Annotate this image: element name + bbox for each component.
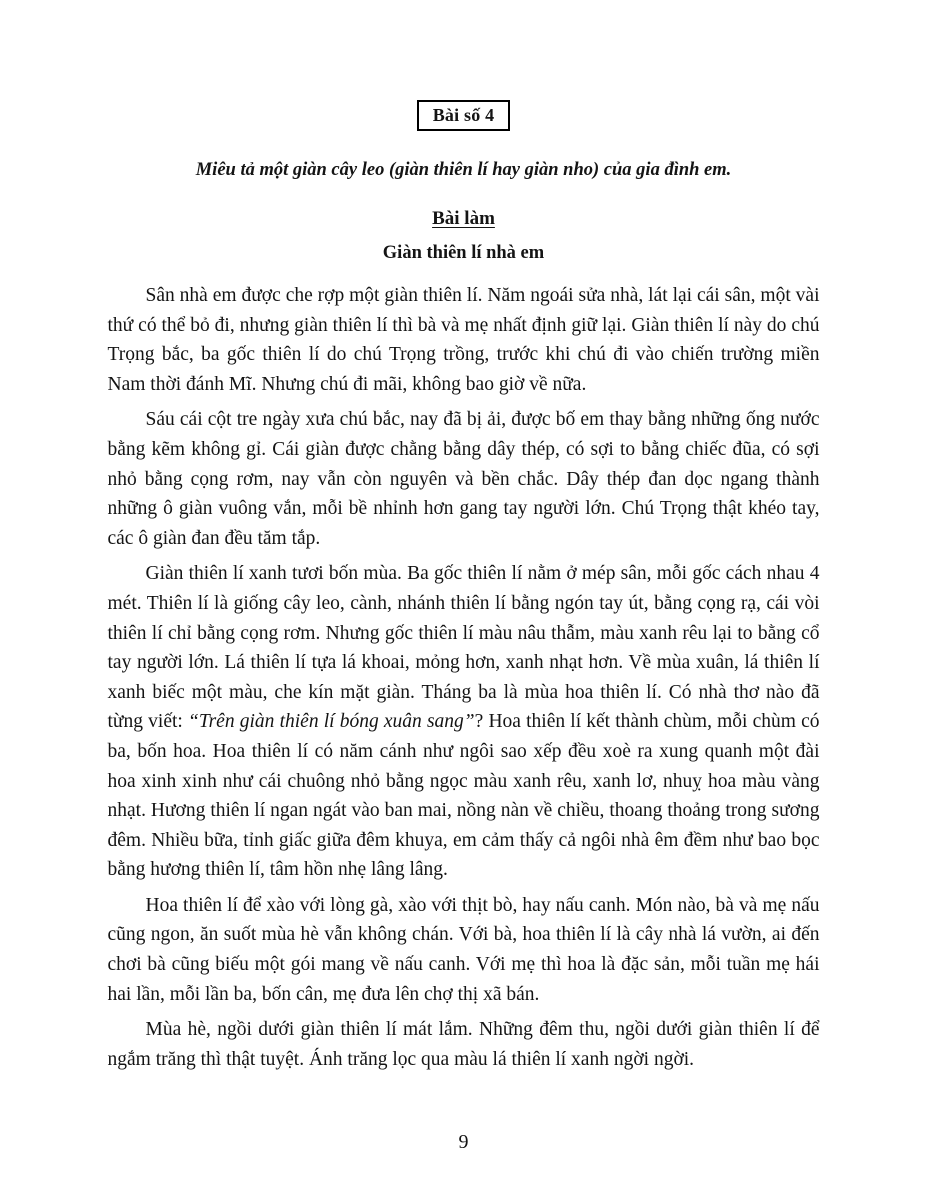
paragraph (108, 1015, 820, 1074)
paragraph-text: Sáu cái cột tre ngày xưa chú bắc, nay đã bị ải, được bố em thay bằng những ống nước bằng kẽm không gỉ. Cái giàn được chằng bằng dây thép, có sợi to bằng chiếc đũa, có sợi nhỏ bằng cọng rơm, nay vẫn còn nguyên và bền chắc. Dây thép đan dọc ngang thành những ô giàn vuông vắn, mỗi bề nhỉnh hơn gang tay người lớn. Chú Trọng thật khéo tay, các ô giàn đan đều tăm tắp. (107, 409, 820, 549)
page-content (108, 0, 820, 1074)
essay-body (108, 281, 820, 1074)
paragraph (108, 405, 820, 553)
page-number: 9 (458, 1131, 469, 1153)
paragraph (108, 559, 820, 885)
lesson-badge-row (108, 100, 820, 131)
paragraph-text: Mùa hè, ngồi dưới giàn thiên lí mát lắm. Những đêm thu, ngồi dưới giàn thiên lí để ngắm trăng thì thật tuyệt. Ánh trăng lọc qua màu lá thiên lí xanh ngời ngời. (107, 1019, 820, 1070)
paragraph-text: Giàn thiên lí xanh tươi bốn mùa. Ba gốc thiên lí nằm ở mép sân, mỗi gốc cách nhau 4 mét. Thiên lí là giống cây leo, cành, nhánh thiên lí bằng ngón tay út, bằng cọng rạ, cái vòi thiên lí chỉ bằng cọng rơm. Nhưng gốc thiên lí màu nâu thẫm, màu xanh rêu lại to bằng cổ tay người lớn. Lá thiên lí tựa lá khoai, mỏng hơn, xanh nhạt hơn. Về mùa xuân, lá thiên lí xanh biếc một màu, che kín mặt giàn. Tháng ba là mùa hoa thiên lí. Có nhà thơ nào đã từng viết: (107, 563, 820, 733)
paragraph-text: Sân nhà em được che rợp một giàn thiên lí. Năm ngoái sửa nhà, lát lại cái sân, một vài thứ có thể bỏ đi, nhưng giàn thiên lí thì bà và mẹ nhất định giữ lại. Giàn thiên lí này do chú Trọng bắc, ba gốc thiên lí do chú Trọng trồng, trước khi chú đi vào chiến trường miền Nam thời đánh Mĩ. Nhưng chú đi mãi, không bao giờ về nữa. (107, 285, 820, 395)
section-heading (108, 207, 820, 231)
paragraph (108, 281, 820, 399)
paragraph (108, 891, 820, 1009)
essay-title: Giàn thiên lí nhà em (382, 243, 545, 263)
paragraph-text: ? Hoa thiên lí kết thành chùm, mỗi chùm có ba, bốn hoa. Hoa thiên lí có năm cánh như ngôi sao xếp đều xoè ra xung quanh một đài hoa xinh xinh như cái chuông nhỏ bằng ngọc màu xanh rêu, xanh lơ, nhuỵ hoa màu vàng nhạt. Hương thiên lí ngan ngát vào ban mai, nồng nàn về chiều, thoang thoảng trong sương đêm. Nhiều bữa, tỉnh giấc giữa đêm khuya, em cảm thấy cả ngôi nhà êm đềm như bao bọc bằng hương thiên lí, tâm hồn nhẹ lâng lâng. (107, 711, 820, 881)
section-heading-text: Bài làm (432, 208, 495, 229)
essay-prompt: Miêu tả một giàn cây leo (giàn thiên lí hay giàn nho) của gia đình em. (195, 160, 732, 180)
poem-quote: “Trên giàn thiên lí bóng xuân sang” (187, 711, 475, 733)
lesson-number-badge: Bài số 4 (417, 100, 511, 131)
paragraph-text: Hoa thiên lí để xào với lòng gà, xào với thịt bò, hay nấu canh. Món nào, bà và mẹ nấu cũng ngon, ăn suốt mùa hè vẫn không chán. Với bà, hoa thiên lí là cây nhà lá vườn, ai đến chơi bà cũng biếu một gói mang về nấu canh. Với mẹ thì hoa là đặc sản, mỗi tuần mẹ hái hai lần, mỗi lần ba, bốn cân, mẹ đưa lên chợ thị xã bán. (107, 894, 820, 1005)
